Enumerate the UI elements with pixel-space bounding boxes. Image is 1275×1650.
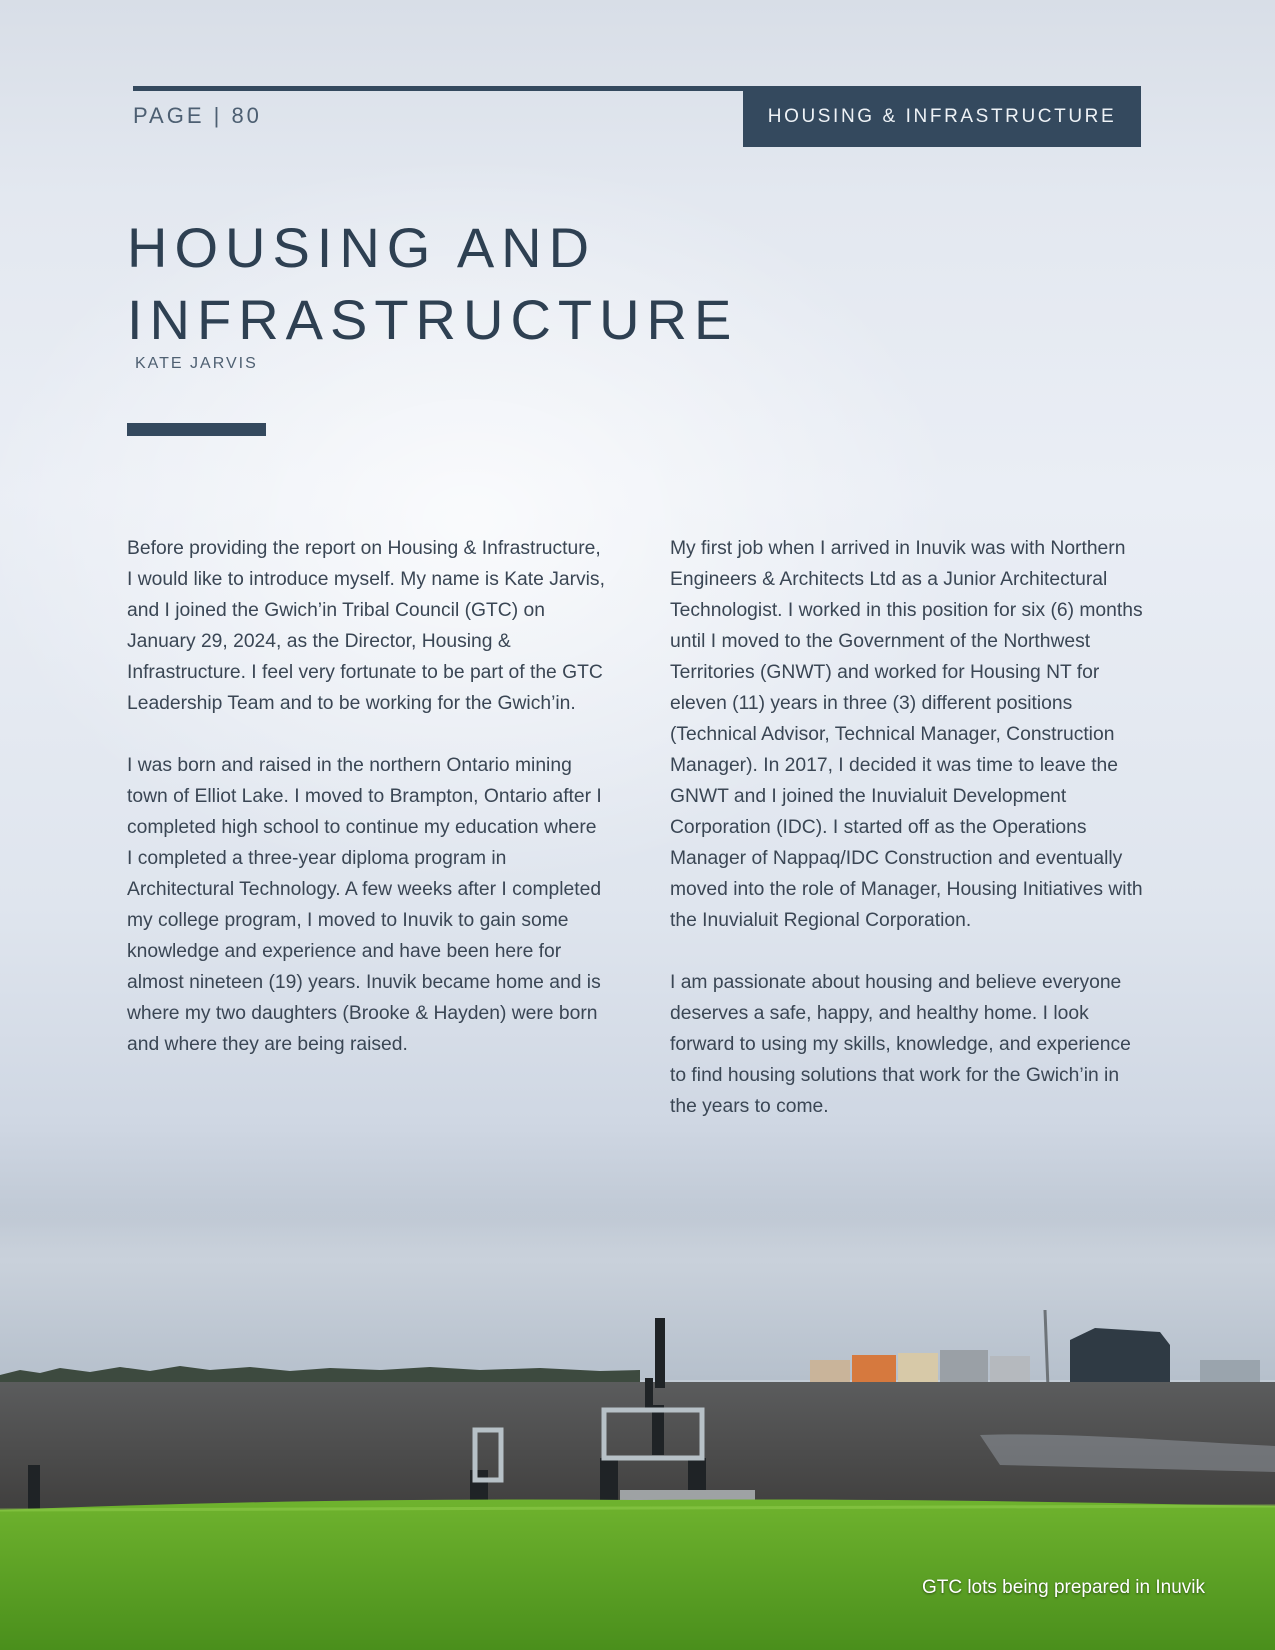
page-number-label: PAGE | 80: [133, 103, 262, 128]
header-rule: [133, 86, 743, 91]
article-title: [127, 212, 827, 356]
photo-caption: GTC lots being prepared in Inuvik: [921, 1577, 1205, 1598]
article-title-line-2: INFRASTRUCTURE: [127, 288, 739, 351]
body-paragraph: Before providing the report on Housing & Infrastructure, I would like to introduce myself. My name is Kate Jarvis, and I joined the Gwich’in Tribal Council (GTC) on January 29, 2024, as the Director, Housing & Infrastructure. I feel very fortunate to be part of the GTC Leadership Team and to be working for the Gwich’in.: [127, 538, 605, 714]
left-text-column: [127, 533, 607, 1091]
body-paragraph: I am passionate about housing and believe everyone deserves a safe, happy, and healthy home. I look forward to using my skills, knowledge, and experience to find housing solutions that work for the Gwich’in in the years to come.: [670, 972, 1131, 1117]
section-tab-label: HOUSING & INFRASTRUCTURE: [767, 105, 1117, 127]
right-text-column: [670, 533, 1150, 1153]
article-author: KATE JARVIS: [135, 355, 258, 372]
body-paragraph: My first job when I arrived in Inuvik was with Northern Engineers & Architects Ltd as a Junior Architectural Technologist. I worked in this position for six (6) months until I moved to the Government of the Northwest Territories (GNWT) and worked for Housing NT for eleven (11) years in three (3) different positions (Technical Advisor, Technical Manager, Construction Manager). In 2017, I decided it was time to leave the GNWT and I joined the Inuvialuit Development Corporation (IDC). I started off as the Operations Manager of Nappaq/IDC Construction and eventually moved into the role of Manager, Housing Initiatives with the Inuvialuit Regional Corporation.: [670, 538, 1143, 931]
section-tab: [743, 86, 1141, 147]
body-paragraph: I was born and raised in the northern Ontario mining town of Elliot Lake. I moved to Brampton, Ontario after I completed high school to continue my education where I completed a three-year diploma program in Architectural Technology. A few weeks after I completed my college program, I moved to Inuvik to gain some knowledge and experience and have been here for almost nineteen (19) years. Inuvik became home and is where my two daughters (Brooke & Hayden) were born and where they are being raised.: [127, 755, 602, 1055]
article-title-line-1: HOUSING AND: [127, 216, 597, 279]
title-accent-bar: [127, 423, 266, 436]
